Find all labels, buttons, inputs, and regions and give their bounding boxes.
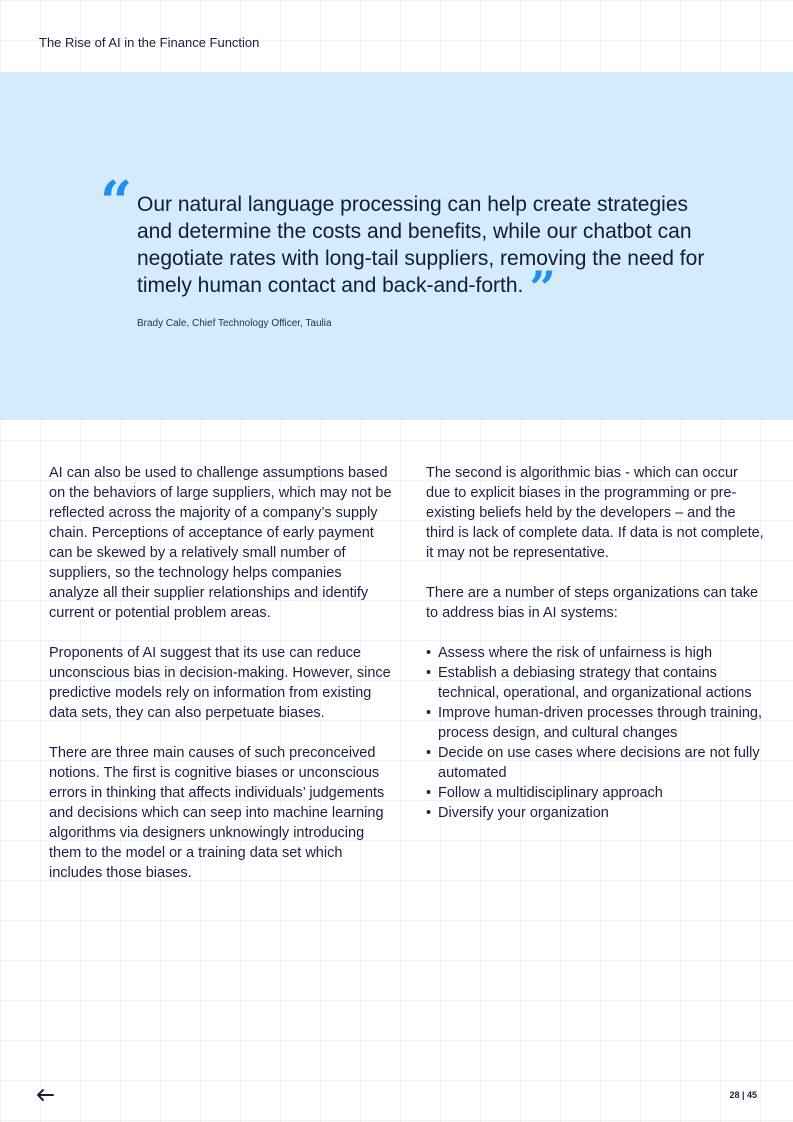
pull-quote-text: Our natural language processing can help create strategies and determine the costs and benefits, while our chatbot can negotiate rates with long-tail suppliers, removing the need for timely human contact and back-and-forth.: [137, 193, 705, 297]
page-header-title: The Rise of AI in the Finance Function: [39, 35, 260, 50]
list-item: • Establish a debiasing strategy that contains technical, operational, and organizational actions: [426, 663, 766, 703]
body-paragraph: Proponents of AI suggest that its use can reduce unconscious bias in decision-making. However, since predictive models rely on information from existing data sets, they can also perpetuate biases.: [49, 645, 391, 721]
quote-attribution: Brady Cale, Chief Technology Officer, Taulia: [137, 318, 332, 329]
body-paragraph: There are a number of steps organizations can take to address bias in AI systems:: [426, 585, 759, 621]
arrow-left-svg: [36, 1088, 54, 1102]
list-item: • Decide on use cases where decisions are not fully automated: [426, 743, 766, 783]
body-paragraph: There are three main causes of such preconceived notions. The first is cognitive biases or unconscious errors in thinking that affects individuals’ judgements and decisions which can seep into machine learning algorithms via designers unknowingly introducing them to the model or a training data set which includes those biases.: [49, 745, 385, 881]
right-column: [426, 463, 766, 823]
body-paragraph: The second is algorithmic bias - which can occur due to explicit biases in the programming or pre-existing beliefs held by the developers – and the third is lack of complete data. If data is not complete, it may not be representative.: [426, 465, 764, 561]
bias-steps-list: [426, 643, 766, 823]
page-number: 28 | 45: [729, 1090, 757, 1100]
list-item: • Follow a multidisciplinary approach: [426, 783, 766, 803]
list-item: • Assess where the risk of unfairness is high: [426, 643, 766, 663]
body-paragraph: AI can also be used to challenge assumptions based on the behaviors of large suppliers, which may not be reflected across the majority of a company’s supply chain. Perceptions of acceptance of early payment can be skewed by a relatively small number of suppliers, so the technology helps companies analyze all their supplier relationships and identify current or potential problem areas.: [49, 465, 392, 621]
open-quote-icon: “: [100, 169, 133, 235]
list-item: • Diversify your organization: [426, 803, 766, 823]
pull-quote: [137, 191, 707, 315]
list-item: • Improve human-driven processes through training, process design, and cultural changes: [426, 703, 766, 743]
left-column: [49, 463, 394, 903]
close-quote-icon: ”: [529, 261, 556, 315]
arrow-left-icon[interactable]: [36, 1085, 56, 1105]
